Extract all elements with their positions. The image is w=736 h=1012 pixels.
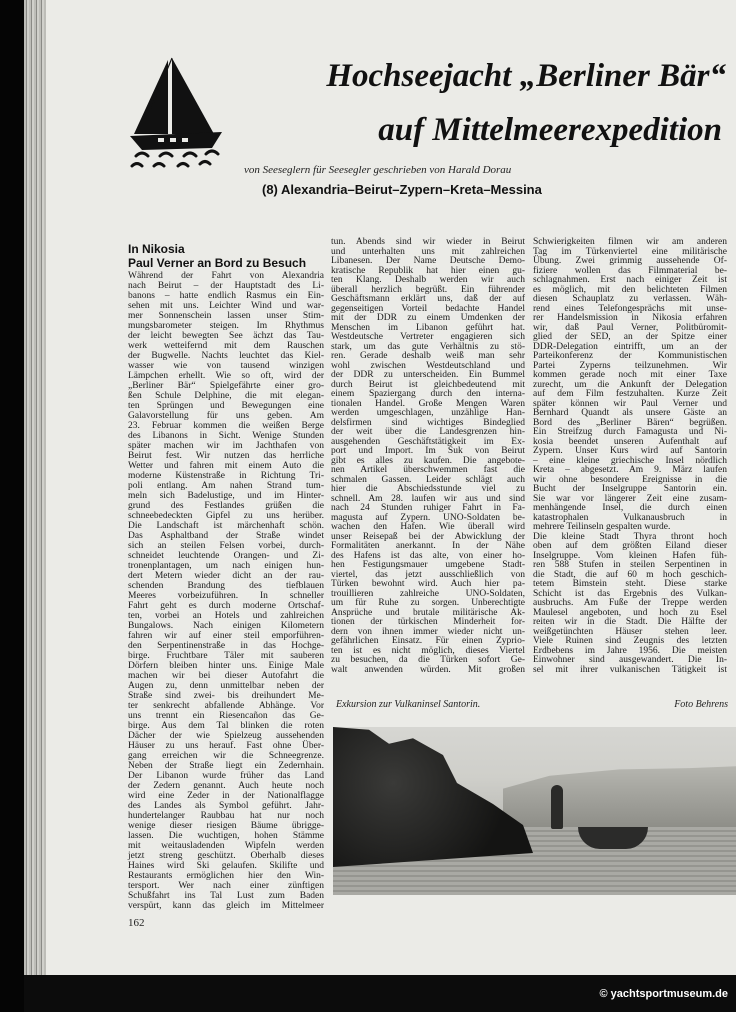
text-line: dert Metern wieder dicht an der rau- <box>128 571 324 581</box>
text-line: Parteikonferenz der Kommunistischen <box>533 351 727 361</box>
text-line: Dächer der wie Spielzeug aussehenden <box>128 731 324 741</box>
text-line: 23. Februar kommen die weißen Berge <box>128 421 324 431</box>
text-column-2 <box>331 238 525 675</box>
section-heading <box>128 242 306 270</box>
text-line: hen Festigungsmauer umgebene Stadt- <box>331 560 525 570</box>
text-line: Erdbebens im Jahre 1956. Die meisten <box>533 645 727 656</box>
text-line: Das Asphaltband der Straße windet <box>128 531 324 541</box>
text-line: tersport. Wer nach einer zünftigen <box>128 881 324 891</box>
text-line: Dörfern bleiben hinter uns. Einige Male <box>128 661 324 671</box>
text-line: gang erreichen wir die Schneegrenze. <box>128 751 324 761</box>
text-line: wachen den Hafen. Wie überall wird <box>331 522 525 532</box>
text-line: wir ohne besondere Ereignisse in die <box>533 474 727 485</box>
section-heading-line-2: Paul Verner an Bord zu Besuch <box>128 256 307 270</box>
text-line: zurecht, um die Ankunft der Delegation <box>533 379 727 390</box>
text-column-3 <box>533 238 727 675</box>
text-line: des Landes als Symbol geführt. Jahr- <box>128 801 324 811</box>
article-title-line-1: Hochseejacht „Berliner Bär“ <box>326 58 726 94</box>
photo-caption: Exkursion zur Vulkaninsel Santorin. <box>336 699 481 710</box>
text-line: werden umgeschlagen, unzählige Han- <box>331 408 525 418</box>
text-line: überall herzlich begrüßt. Ein führender <box>331 284 525 295</box>
text-line: schenden Brandung des tiefblauen <box>128 581 324 591</box>
text-line: Maulesel angeboten, und hoch zu Esel <box>533 607 727 618</box>
text-line: ren 588 Stufen in steilen Serpentinen in <box>533 560 727 570</box>
text-line: gefährlichen Einsatz. Für einen Zyprio- <box>331 636 525 646</box>
text-line: unser Reisepaß bei der Abwicklung der <box>331 531 525 542</box>
text-line: magusta auf Zypern. UNO-Soldaten be- <box>331 512 525 523</box>
text-line: sehen mit uns. Leichter Wind und war- <box>128 301 324 311</box>
text-line: ren. Gerade deshalb weiß man sehr <box>331 351 525 361</box>
text-line: Geschäftsmann erklärt uns, daß der auf <box>331 294 525 304</box>
text-line: einem Spaziergang durch den interna- <box>331 389 525 399</box>
text-line: Häuser zu uns herauf. Fast ohne Über- <box>128 741 324 751</box>
text-line: Sie war vor längerer Zeit eine zusam- <box>533 493 727 504</box>
text-line: ter senkrecht abfallende Abhänge. Vor <box>128 701 324 711</box>
text-line: Einwohner sind ausgewandert. Die In- <box>533 655 727 665</box>
text-line: trouillieren zahlreiche UNO-Soldaten, <box>331 588 525 599</box>
text-line: ten Sprüngen und Bewegungen eine <box>128 401 324 411</box>
text-line: der DDR zu unterscheiden. Ein Bummel <box>331 370 525 380</box>
text-line: viertel, das jetzt ausschließlich von <box>331 569 525 580</box>
text-line: Fahrt geht es durch moderne Ortschaf- <box>128 601 324 611</box>
text-line: Libanesen. Der Name Deutsche Demo- <box>331 256 525 266</box>
text-line: verspürt, kann das gleich im Mittelmeer <box>128 901 324 911</box>
text-line: stark, um das gute Verhältnis zu stö- <box>331 341 525 352</box>
photo-person <box>551 785 563 829</box>
text-line: gibt es alles zu kaufen. Die angebote- <box>331 455 525 466</box>
text-line: Inselgruppe. Vom kleinen Hafen füh- <box>533 550 727 561</box>
text-line: der Bugwelle. Nachts leuchtet das Kiel- <box>128 351 324 361</box>
text-line: dern von ihnen immer wieder nicht un- <box>331 626 525 637</box>
text-line: tronenplantagen, um nach einigen hun- <box>128 561 324 571</box>
text-line: tionen der türkischen Minderheit for- <box>331 617 525 627</box>
text-line: Galavorstellung für uns geben. Am <box>128 411 324 421</box>
photo-rowboat <box>578 827 648 849</box>
text-line: wohl zwischen Westdeutschland und <box>331 360 525 371</box>
text-line: Westdeutsche Vertreter engagieren sich <box>331 332 525 342</box>
text-line: rend eines Telefongesprächs mit unse- <box>533 303 727 314</box>
text-line: um für Ruhe zu sorgen. Unberechtigte <box>331 598 525 608</box>
text-line: Bucht der Inselgruppe Santorin ein. <box>533 484 727 494</box>
text-line: schneebedeckten Gipfel zu uns herüber. <box>128 511 324 521</box>
text-line: moderne Küstenstraße in Richtung Tri- <box>128 471 324 481</box>
text-line: Menschen im Libanon geführt hat. <box>331 322 525 333</box>
text-line: wenige dieser riesigen Bäume übrigge- <box>128 821 324 831</box>
text-line: und unterhalten uns mit zahlreichen <box>331 246 525 257</box>
text-line: Schwierigkeiten filmen wir am anderen <box>533 237 727 247</box>
text-line: mer Sonnenschein lassen unser Stim- <box>128 311 324 321</box>
text-line: wasser wie von tausend winzigen <box>128 361 324 371</box>
text-line: der Zedern genannt. Auch heute noch <box>128 781 324 791</box>
text-line: Meeres vorbeizuführen. In schneller <box>128 591 324 601</box>
text-line: jetzt streng geschützt. Oberhalb dieses <box>128 851 324 861</box>
text-line: glied der SED, an der Spitze einer <box>533 332 727 342</box>
text-column-1 <box>128 271 324 911</box>
text-line: ten ist es nicht möglich, dieses Viertel <box>331 645 525 656</box>
text-line: Tag im Türkenviertel eine militärische <box>533 246 727 257</box>
text-line: reiten wir in die Stadt. Die Hälfte der <box>533 617 727 627</box>
text-line: Bernhard Quandt als unsere Gäste an <box>533 408 727 418</box>
text-line: fahren wir auf einer steil emporführen- <box>128 631 324 641</box>
text-line: ßen Schule Delphine, die mit elegan- <box>128 391 324 401</box>
text-line: ausbruchs. Am Fuße der Treppe werden <box>533 598 727 608</box>
text-line: Straße sind zwei- bis dreihundert Me- <box>128 691 324 701</box>
text-line: Schußfahrt ins Tal Lust zum Baden <box>128 891 324 901</box>
text-line: „Berliner Bär“ Spielgefährte einer gro- <box>128 381 324 391</box>
text-line: sel mit ihrer vulkanischen Tätigkeit ist <box>533 664 727 675</box>
text-line: wird eine Zeder in der Nationalflagge <box>128 791 324 801</box>
text-line: die Stadt, die auf 60 m hoch geschich- <box>533 569 727 580</box>
text-line: der weit über die Landesgrenzen hin- <box>331 427 525 437</box>
photo-credit: Foto Behrens <box>674 699 728 710</box>
text-line: rer Handelsmission in Nikosia erfahren <box>533 313 727 323</box>
text-line: walt anwenden würden. Mit großen <box>331 664 525 675</box>
text-line: schlagnahmen. Erst nach einiger Zeit ist <box>533 275 727 285</box>
text-line: Viele Ruinen sind Zeugnis des letzten <box>533 636 727 646</box>
text-line: Kreta – abgesetzt. Am 9. März laufen <box>533 465 727 475</box>
text-line: ten, vorbei an Hotels und zahlreichen <box>128 611 324 621</box>
text-line: Während der Fahrt von Alexandria <box>128 271 324 281</box>
text-line: oben auf dem größten Eiland dieser <box>533 541 727 551</box>
text-line: schneidet leuchtende Orangen- und Zi- <box>128 551 324 561</box>
text-line: den Serpentinenstraße in das Hochge- <box>128 641 324 651</box>
text-line: Die kleine Stadt Thyra thront hoch <box>533 531 727 542</box>
text-line: Schicht ist das Ergebnis des Vulkan- <box>533 588 727 599</box>
text-line: durch Beirut ist gleichbedeutend mit <box>331 379 525 390</box>
page-edges <box>24 0 46 975</box>
text-line: kosia beendet unseren Aufenthalt auf <box>533 436 727 447</box>
text-line: sich an steilen Felsen vorbei, durch- <box>128 541 324 551</box>
text-line: katastrophalen Vulkanausbruch in <box>533 512 727 523</box>
text-line: später können wir Paul Verner und <box>533 398 727 409</box>
text-line: Türken bewohnt wird. Auch hier pa- <box>331 579 525 589</box>
text-line: fiziere wollen das Filmmaterial be- <box>533 265 727 276</box>
text-line: nach 24 Stunden ruhiger Fahrt in Fa- <box>331 503 525 513</box>
text-line: Restaurants ermöglichen hier den Win- <box>128 871 324 881</box>
book-binding <box>0 0 24 1012</box>
text-line: Beirut fest. Wir nutzen das herrliche <box>128 451 324 461</box>
text-line: Lämpchen erhellt. Wie so oft, wird der <box>128 371 324 381</box>
text-line: gegenseitigen Vorteil bedachte Handel <box>331 303 525 314</box>
santorin-photo <box>333 727 736 895</box>
text-line: Formalitäten anerkannt. In der Nähe <box>331 541 525 551</box>
text-line: menhängende Insel, die durch einen <box>533 503 727 513</box>
text-line: wir, daß Paul Verner, Politbüromit- <box>533 322 727 333</box>
text-line: des Libanons in Sicht. Wenige Stunden <box>128 431 324 441</box>
text-line: weißgetünchten Häuser stehen leer. <box>533 626 727 637</box>
watermark: © yachtsportmuseum.de <box>599 988 728 1000</box>
text-line: DDR-Delegation eintrifft, um an der <box>533 341 727 352</box>
text-line: tetem Bimstein steht. Diese starke <box>533 579 727 589</box>
text-line: Ein Streifzug durch Famagusta und Ni- <box>533 427 727 437</box>
text-line: hundertelanger Raubbau hat nur noch <box>128 811 324 821</box>
text-line: nen Artikel überschwemmen fast die <box>331 465 525 475</box>
text-line: ten Klang. Deshalb werden wir auch <box>331 275 525 285</box>
photo-cliff <box>503 763 736 827</box>
text-line: lassen. Die wuchtigen, hohen Stämme <box>128 831 324 841</box>
text-line: kratische Republik hat hier einen gu- <box>331 265 525 276</box>
text-line: später machen wir im Jachthafen von <box>128 441 324 451</box>
text-line: kommen gerade noch mit einer Taxe <box>533 370 727 380</box>
text-line: schmalen Gassen. Leider schlägt auch <box>331 474 525 485</box>
text-line: port und Import. Im Suk von Beirut <box>331 446 525 456</box>
text-line: der leicht bewegten See ächzt das Tau- <box>128 331 324 341</box>
text-line: mehrere Teilinseln gespalten wurde. <box>533 522 671 532</box>
text-line: tionalen Handel. Große Mengen Waren <box>331 398 525 409</box>
text-line: machen wir bei dieser Autofahrt die <box>128 671 324 681</box>
text-line: birge. Aus dem Tal blinken die roten <box>128 721 324 731</box>
text-line: grund des Festlandes grüßen die <box>128 501 324 511</box>
text-line: hier die Abschiedsstunde viel zu <box>331 484 525 494</box>
text-line: banons – hatte endlich Rasmus ein Ein- <box>128 291 324 301</box>
byline: von Seeseglern für Seesegler geschrieben von Harald Dorau <box>244 164 512 176</box>
text-line: Bungalows. Nach einigen Kilometern <box>128 621 324 631</box>
text-line: Der Libanon wurde früher das Land <box>128 771 324 781</box>
text-line: Zypern. Unser Kurs wird auf Santorin <box>533 446 727 456</box>
text-line: mit der DDR zu einem Umdenken der <box>331 313 525 323</box>
text-line: mit weitausladenden Wipfeln werden <box>128 841 324 851</box>
text-line: Ansprüche und brutale militärische Ak- <box>331 607 525 618</box>
text-line: tun. Abends sind wir wieder in Beirut <box>331 237 525 247</box>
text-line: uns trennt ein Riesencañon das Ge- <box>128 711 324 721</box>
text-line: mungsbarometer steigen. Im Rhythmus <box>128 321 324 331</box>
text-line: Übung. Zwei grimmig aussehende Of- <box>533 256 727 266</box>
text-line: ausgehenden Geschäftstätigkeit im Ex- <box>331 436 525 447</box>
text-line: schnell. Am 28. laufen wir aus und sind <box>331 493 525 504</box>
text-line: auf dem Film festzuhalten. Kurze Zeit <box>533 389 727 399</box>
text-line: Haines wird Ski gelaufen. Skilifte und <box>128 861 324 871</box>
section-heading-line-1: In Nikosia <box>128 242 185 256</box>
text-line: Bord des „Berliner Bären“ begrüßen. <box>533 417 727 428</box>
text-line: nach Beirut – der Hauptstadt des Li- <box>128 281 324 291</box>
text-line: werk wetteifernd mit dem Rauschen <box>128 341 324 351</box>
text-line: poli entlang. Am nahen Strand tum- <box>128 481 324 491</box>
article-title-line-2: auf Mittelmeerexpedition <box>378 112 722 148</box>
chapter-heading: (8) Alexandria–Beirut–Zypern–Kreta–Messina <box>262 182 542 197</box>
text-line: zu besuchen, da die Türken sofort Ge- <box>331 655 525 665</box>
text-line: meln sich Badelustige, und im Hinter- <box>128 491 324 501</box>
text-line: es möglich, mit den belichteten Filmen <box>533 284 727 295</box>
sailboat-logo-icon <box>128 56 224 172</box>
text-line: Wetter und fahren mit einem Auto die <box>128 461 324 471</box>
text-line: Neben der Straße liegt ein Zedernhain. <box>128 761 324 771</box>
text-line: birge. Fruchtbare Täler mit sauberen <box>128 651 324 661</box>
text-line: – eine kleine griechische Insel nördlich <box>533 455 727 466</box>
text-line: Partei Zyperns teilzunehmen. Wir <box>533 360 727 371</box>
text-line: diesen Schauplatz zu verlassen. Wäh- <box>533 294 727 304</box>
text-line: Augen zu, denn unmittelbar neben der <box>128 681 324 691</box>
text-line: des Hafens ist das alte, von einer ho- <box>331 550 525 561</box>
text-line: Die Landschaft ist märchenhaft schön. <box>128 521 324 531</box>
text-line: delsfirmen sind wichtiges Bindeglied <box>331 417 525 428</box>
page-number: 162 <box>128 917 145 929</box>
